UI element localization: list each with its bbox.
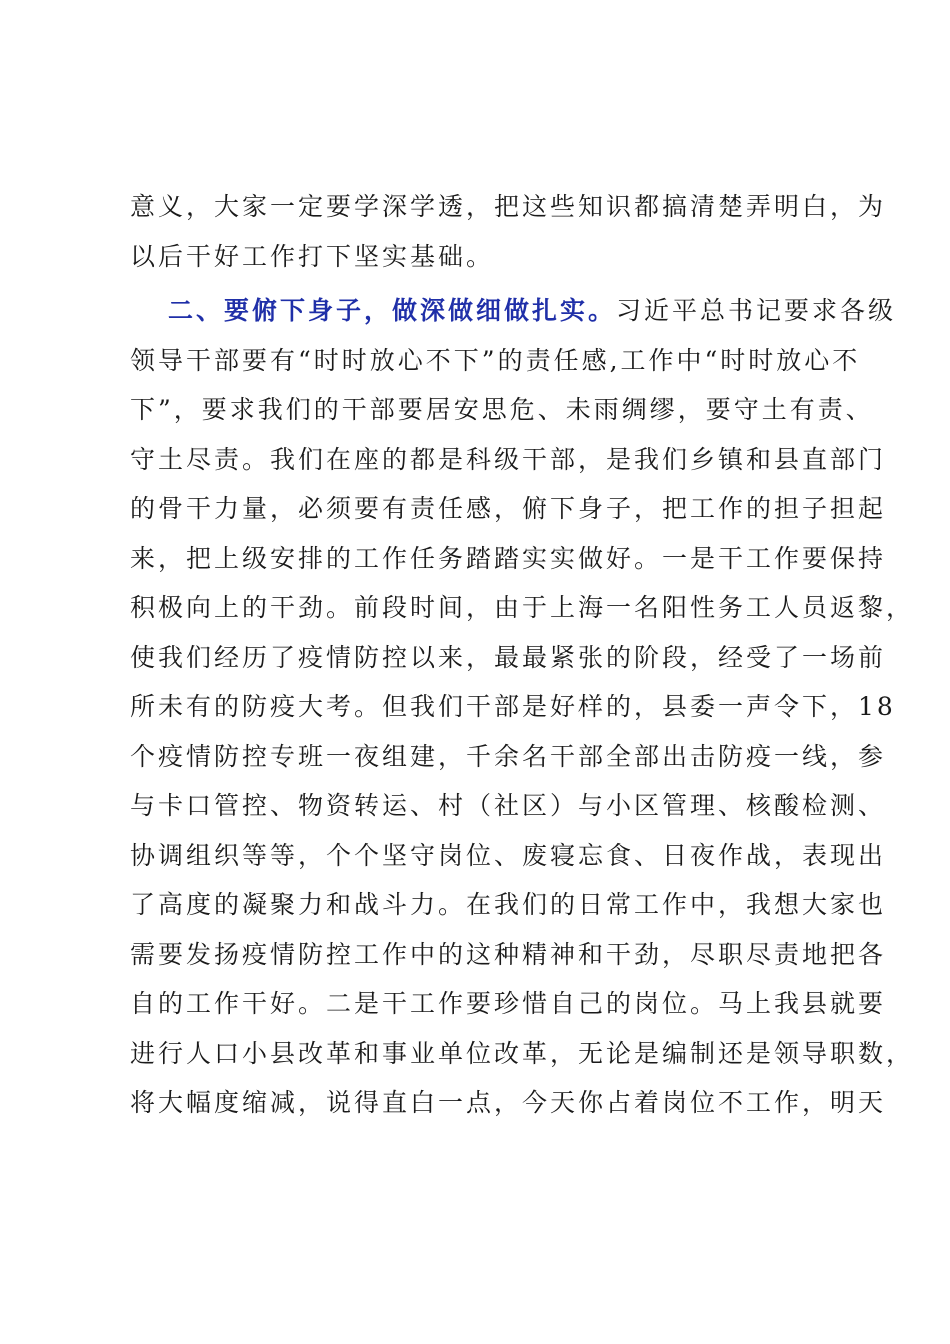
paragraph-line: 下”，要求我们的干部要居安思危、未雨绸缪，要守土有责、 — [130, 395, 874, 424]
paragraph-line: 协调组织等等，个个坚守岗位、废寝忘食、日夜作战，表现出 — [130, 840, 887, 870]
paragraph-line: 积极向上的干劲。前段时间，由于上海一名阳性务工人员返黎， — [130, 593, 915, 622]
paragraph-line: 与卡口管控、物资转运、村（社区）与小区管理、核酸检测、 — [130, 791, 887, 820]
paragraph-line: 个疫情防控专班一夜组建，千余名干部全部出击防疫一线，参 — [130, 741, 887, 771]
paragraph-line: 来，把上级安排的工作任务踏踏实实做好。一是干工作要保持 — [130, 543, 887, 573]
section-heading: 二、要俯下身子，做深做细做扎实。 — [168, 296, 617, 325]
paragraph-line: 使我们经历了疫情防控以来，最最紧张的阶段，经受了一场前 — [130, 642, 887, 672]
paragraph-2 — [130, 286, 915, 1128]
paragraph-line: 需要发扬疫情防控工作中的这种精神和干劲，尽职尽责地把各 — [130, 939, 887, 969]
paragraph-line: 领导干部要有“时时放心不下”的责任感,工作中“时时放心不 — [130, 345, 861, 375]
paragraph-text: 习近平总书记要求各级 — [616, 296, 897, 325]
paragraph-line: 进行人口小县改革和事业单位改革，无论是编制还是领导职数， — [130, 1038, 915, 1068]
paragraph-line: 自的工作干好。二是干工作要珍惜自己的岗位。马上我县就要 — [130, 989, 887, 1018]
paragraph-line: 所未有的防疫大考。但我们干部是好样的，县委一声令下，18 — [130, 692, 896, 721]
paragraph-line: 的骨干力量，必须要有责任感，俯下身子，把工作的担子担起 — [130, 494, 887, 523]
paragraph-line: 了高度的凝聚力和战斗力。在我们的日常工作中，我想大家也 — [130, 890, 887, 919]
paragraph-line: 意义，大家一定要学深学透，把这些知识都搞清楚弄明白，为 — [130, 192, 887, 221]
paragraph-1 — [130, 182, 887, 281]
paragraph-first-line — [130, 286, 897, 336]
paragraph-line: 守土尽责。我们在座的都是科级干部，是我们乡镇和县直部门 — [130, 444, 887, 474]
paragraph-line: 将大幅度缩减，说得直白一点，今天你占着岗位不工作，明天 — [130, 1088, 887, 1117]
paragraph-line: 以后干好工作打下坚实基础。 — [130, 241, 495, 271]
